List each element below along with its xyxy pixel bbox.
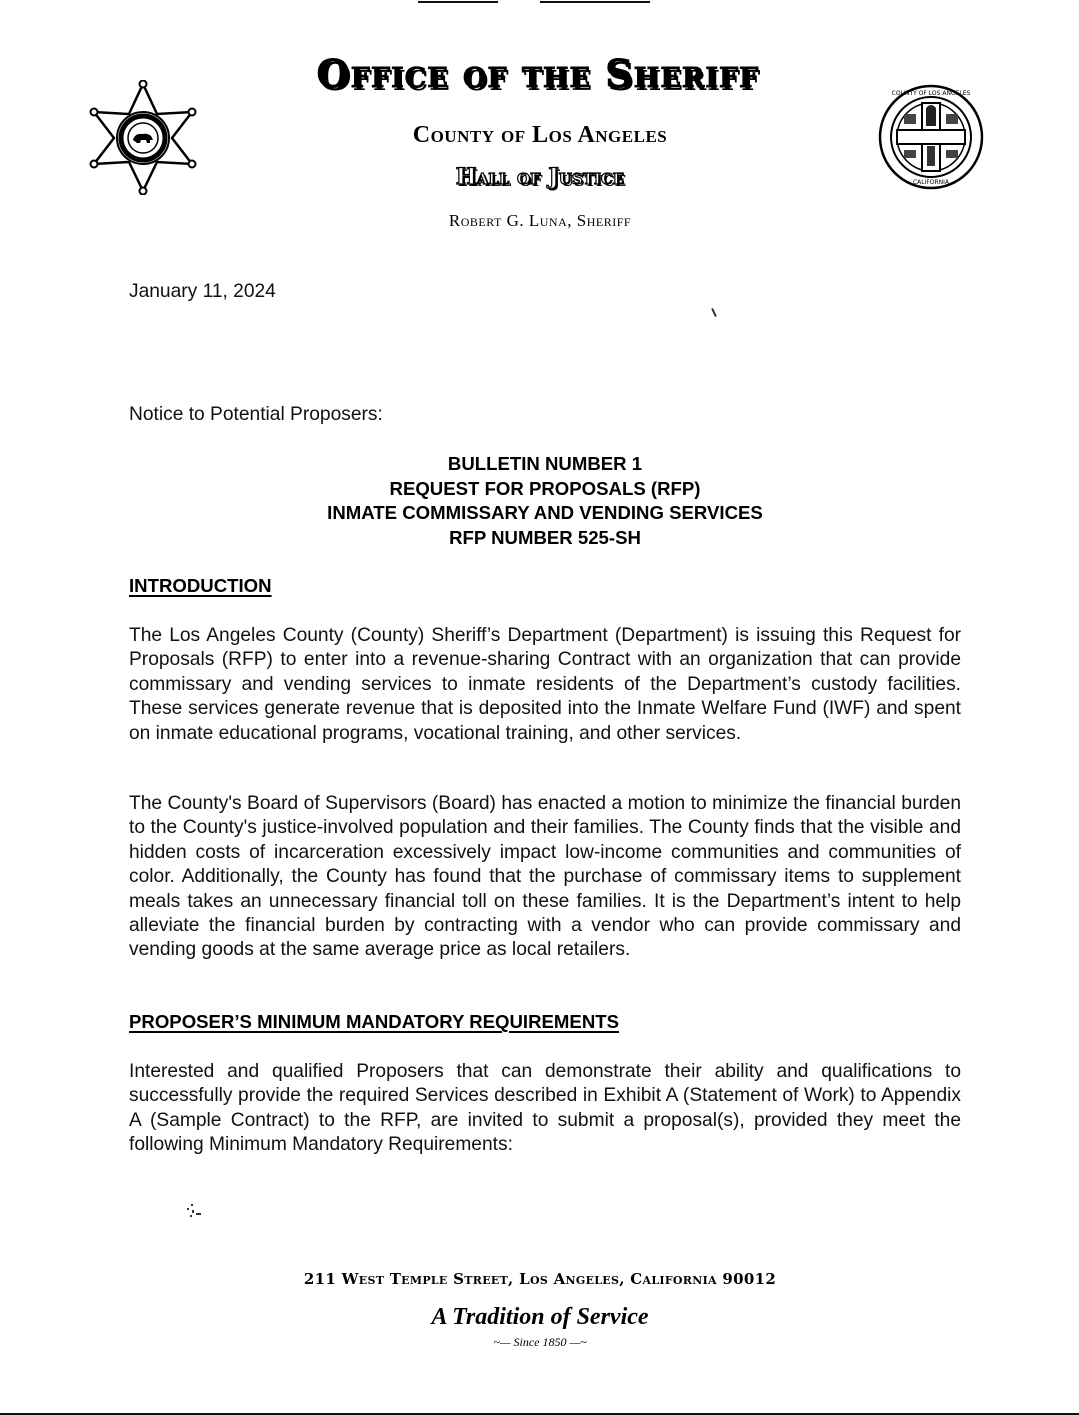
letterhead-title: Office of the Sheriff: [316, 51, 760, 96]
scan-artifact-mark: [711, 308, 717, 317]
bulletin-number: BULLETIN NUMBER 1: [447, 453, 643, 474]
footer-motto: A Tradition of Service: [431, 1304, 649, 1330]
footer-address: 211 West Temple Street, Los Angeles, California 90012: [303, 1270, 777, 1288]
requirements-paragraph-1: Interested and qualified Proposers that can demonstrate their ability and qualifications to successfully provide the required Services described in Exhibit A (Statement of Work) to Appendix A (Sample Contract) to the RFP, are invited to submit a proposal(s), provided they meet the following Minimum Mandatory Requirements:: [129, 1061, 961, 1156]
scan-artifact-top: [340, 1, 730, 4]
bulletin-subject: INMATE COMMISSARY AND VENDING SERVICES: [327, 502, 763, 523]
letterhead-building: Hall of Justice: [455, 164, 625, 190]
letter-date: January 11, 2024: [129, 281, 276, 302]
letterhead-county: County of Los Angeles: [412, 122, 668, 148]
letterhead-sheriff: Robert G. Luna, Sheriff: [448, 211, 632, 230]
scan-artifact-dots: [186, 1203, 204, 1219]
svg-text:CALIFORNIA: CALIFORNIA: [912, 179, 950, 186]
intro-paragraph-1: The Los Angeles County (County) Sheriff’s Department (Department) is issuing this Request for Proposals (RFP) to enter into a revenue-sharing Contract with an organization that can provide commissary and vending services to inmate residents of the Department’s custody facilities. These services generate revenue that is deposited into the Inmate Welfare Fund (IWF) and spent on inmate educational programs, vocational training, and other services.: [129, 625, 961, 744]
bulletin-rfp-number: RFP NUMBER 525-SH: [449, 526, 641, 548]
flourish-right-icon: —~: [569, 1335, 587, 1349]
flourish-left-icon: ~—: [493, 1335, 511, 1349]
section-heading-requirements: PROPOSER’S MINIMUM MANDATORY REQUIREMENTS: [129, 1011, 620, 1032]
intro-paragraph-2: The County's Board of Supervisors (Board) has enacted a motion to minimize the financial burden to the County's justice-involved population and their families. The County finds that the visible and hidden costs of incarceration excessively impact low-income communities and communities of color. Additionally, the County has found that the purchase of commissary items to supplement meals takes an unnecessary financial toll on these families. It is the Department’s intent to help alleviate the financial burden by contracting with a vendor who can provide commissary and vending goods at the same average price as local retailers.: [129, 793, 961, 961]
bulletin-rfp-label: REQUEST FOR PROPOSALS (RFP): [389, 477, 701, 499]
svg-text:COUNTY OF LOS ANGELES: COUNTY OF LOS ANGELES: [891, 90, 971, 97]
footer-since-text: Since 1850: [513, 1335, 567, 1349]
footer-since: [440, 1334, 640, 1350]
sheriff-star-badge-icon: [88, 80, 198, 195]
bulletin-title-block: [129, 452, 961, 550]
county-seal-icon: [878, 84, 984, 190]
section-heading-introduction: INTRODUCTION: [129, 575, 272, 596]
letter-salutation: Notice to Potential Proposers:: [129, 404, 383, 425]
